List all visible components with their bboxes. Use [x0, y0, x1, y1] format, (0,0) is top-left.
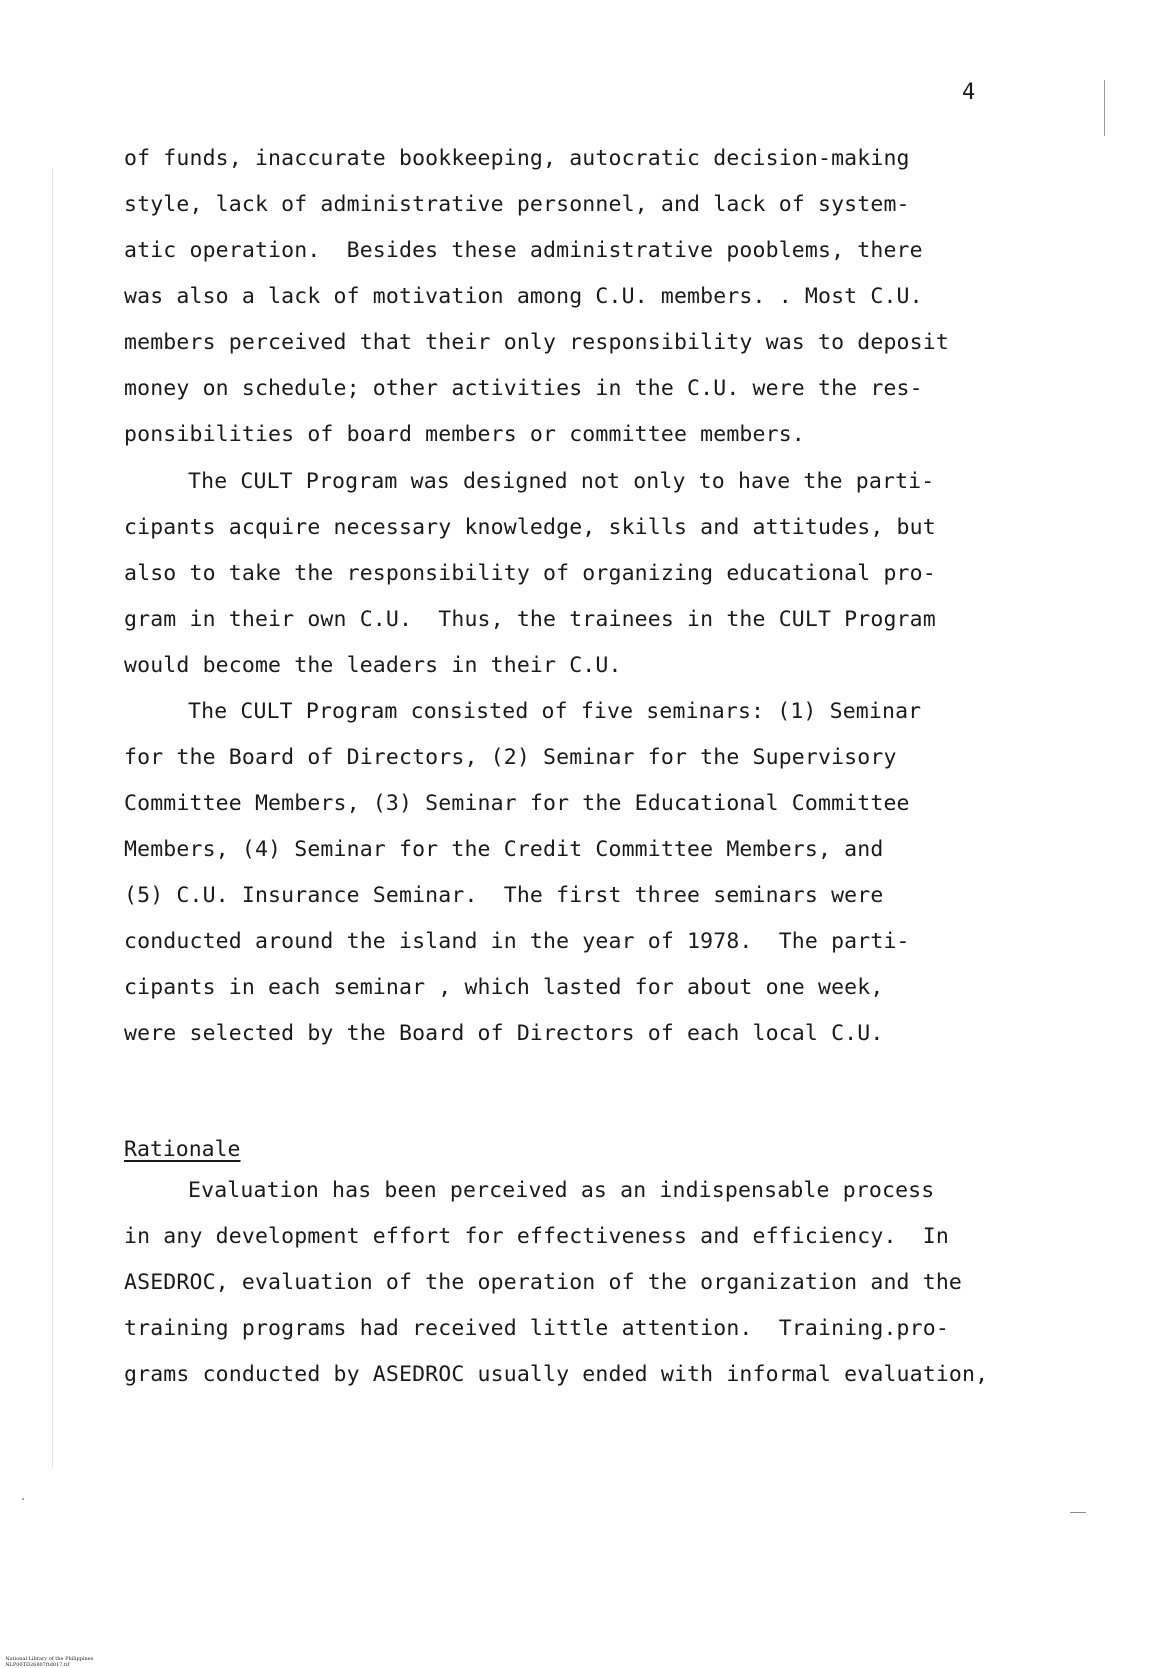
text-line: (5) C.U. Insurance Seminar. The first three seminars were	[124, 883, 884, 908]
text-line: cipants acquire necessary knowledge, skills and attitudes, but	[124, 515, 936, 540]
text-line: Evaluation has been perceived as an indispensable process	[188, 1178, 935, 1203]
text-line: was also a lack of motivation among C.U. members. . Most C.U.	[124, 284, 923, 309]
text-line: gram in their own C.U. Thus, the trainees in the CULT Program	[124, 607, 936, 632]
text-line: atic operation. Besides these administrative pooblems, there	[124, 238, 923, 263]
footer-library: National Library of the Philippines	[5, 1656, 94, 1662]
scan-edge-mark	[52, 168, 53, 1468]
text-line: The CULT Program was designed not only to have the parti-	[188, 469, 935, 494]
text-line: Members, (4) Seminar for the Credit Committee Members, and	[124, 837, 884, 862]
text-line: cipants in each seminar , which lasted for about one week,	[124, 975, 884, 1000]
text-line: were selected by the Board of Directors of each local C.U.	[124, 1021, 884, 1046]
footer-file: NLP00TD26807ftd017.tif	[5, 1662, 70, 1668]
text-line: for the Board of Directors, (2) Seminar for the Supervisory	[124, 745, 897, 770]
text-line: training programs had received little attention. Training.pro-	[124, 1316, 949, 1341]
scan-dot	[22, 1498, 24, 1500]
scan-dot	[1070, 1512, 1086, 1513]
text-line: also to take the responsibility of organizing educational pro-	[124, 561, 936, 586]
text-line: Committee Members, (3) Seminar for the Educational Committee	[124, 791, 910, 816]
text-line: The CULT Program consisted of five seminars: (1) Seminar	[188, 699, 922, 724]
text-line: grams conducted by ASEDROC usually ended with informal evaluation,	[124, 1362, 989, 1387]
scan-edge-mark	[1104, 80, 1105, 136]
text-line: of funds, inaccurate bookkeeping, autocratic decision-making	[124, 146, 910, 171]
text-line: ponsibilities of board members or committee members.	[124, 422, 805, 447]
text-line: would become the leaders in their C.U.	[124, 653, 622, 678]
text-line: conducted around the island in the year of 1978. The parti-	[124, 929, 910, 954]
scan-footer	[2, 1650, 117, 1668]
text-line: members perceived that their only responsibility was to deposit	[124, 330, 949, 355]
text-line: style, lack of administrative personnel, and lack of system-	[124, 192, 910, 217]
text-line: ASEDROC, evaluation of the operation of the organization and the	[124, 1270, 963, 1295]
text-line: money on schedule; other activities in the C.U. were the res-	[124, 376, 923, 401]
section-heading: Rationale	[124, 1137, 241, 1162]
page-number: 4	[962, 80, 976, 105]
text-line: in any development effort for effectiveness and efficiency. In	[124, 1224, 949, 1249]
